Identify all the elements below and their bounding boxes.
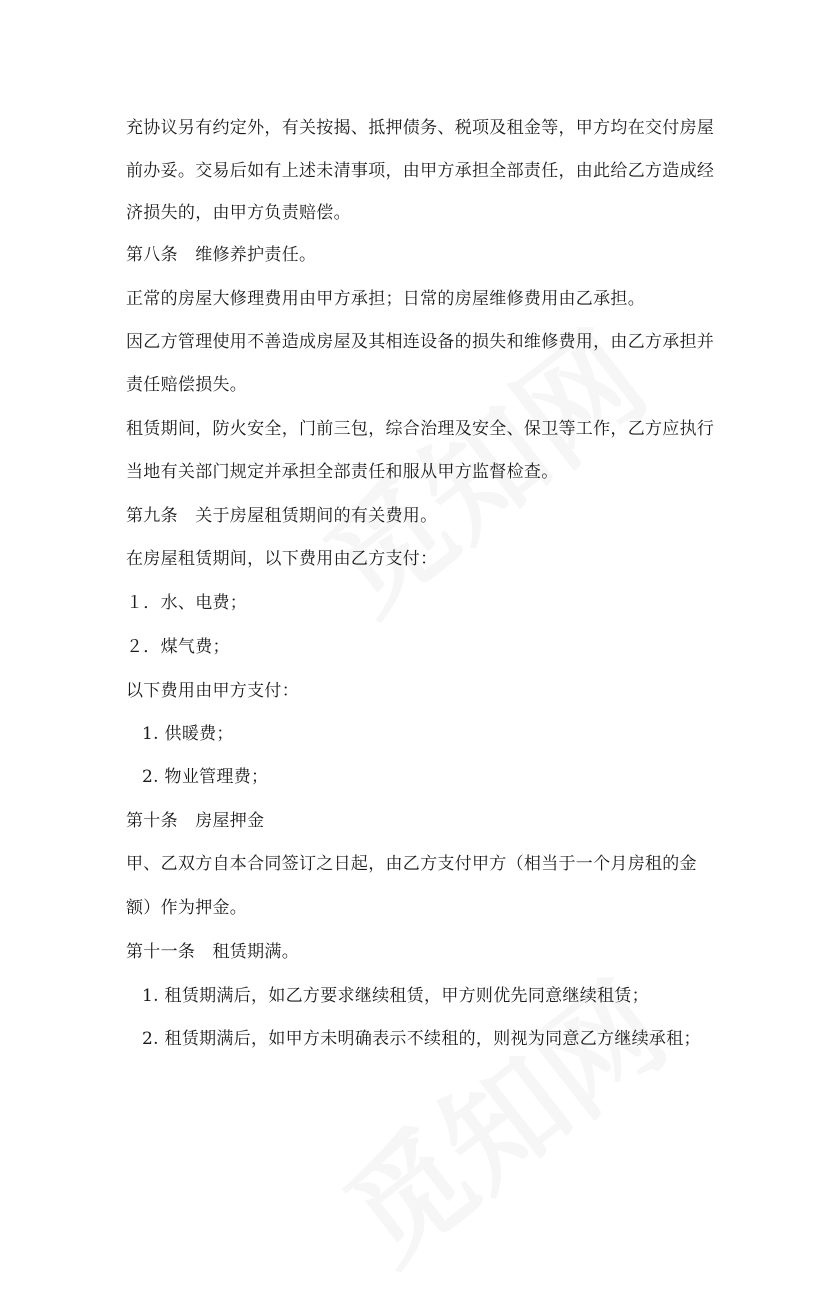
paragraph-line: 正常的房屋大修理费用由甲方承担；日常的房屋维修费用由乙承担。	[126, 289, 645, 309]
section-heading: 第十条 房屋押金	[126, 811, 265, 831]
paragraph-line: 额）作为押金。	[126, 898, 248, 918]
paragraph-line: 责任赔偿损失。	[126, 375, 248, 395]
paragraph-line: 甲、乙双方自本合同签订之日起，由乙方支付甲方（相当于一个月房租的金	[126, 854, 697, 874]
paragraph-line: 当地有关部门规定并承担全部责任和服从甲方监督检查。	[126, 462, 559, 482]
paragraph-line: 在房屋租赁期间，以下费用由乙方支付：	[126, 549, 438, 569]
paragraph-line: 以下费用由甲方支付：	[126, 681, 299, 701]
list-item: 1. 供暖费；	[142, 724, 234, 744]
list-item: １．水、电费；	[126, 593, 248, 613]
paragraph-line: 前办妥。交易后如有上述未清事项，由甲方承担全部责任，由此给乙方造成经	[126, 161, 715, 181]
list-item: 2. 物业管理费；	[142, 767, 269, 787]
list-item: 2. 租赁期满后，如甲方未明确表示不续租的，则视为同意乙方继续承租；	[142, 1029, 701, 1049]
paragraph-line: 充协议另有约定外，有关按揭、抵押债务、税项及租金等，甲方均在交付房屋	[126, 118, 715, 138]
section-heading: 第八条 维修养护责任。	[126, 245, 317, 265]
section-heading: 第九条 关于房屋租赁期间的有关费用。	[126, 506, 438, 526]
list-item: 1. 租赁期满后，如乙方要求继续租赁，甲方则优先同意继续租赁；	[142, 986, 649, 1006]
paragraph-line: 租赁期间，防火安全，门前三包，综合治理及安全、保卫等工作，乙方应执行	[126, 419, 715, 439]
paragraph-line: 因乙方管理使用不善造成房屋及其相连设备的损失和维修费用，由乙方承担并	[126, 332, 715, 352]
paragraph-line: 济损失的，由甲方负责赔偿。	[126, 203, 351, 223]
list-item: ２．煤气费；	[126, 637, 230, 657]
section-heading: 第十一条 租赁期满。	[126, 942, 299, 962]
